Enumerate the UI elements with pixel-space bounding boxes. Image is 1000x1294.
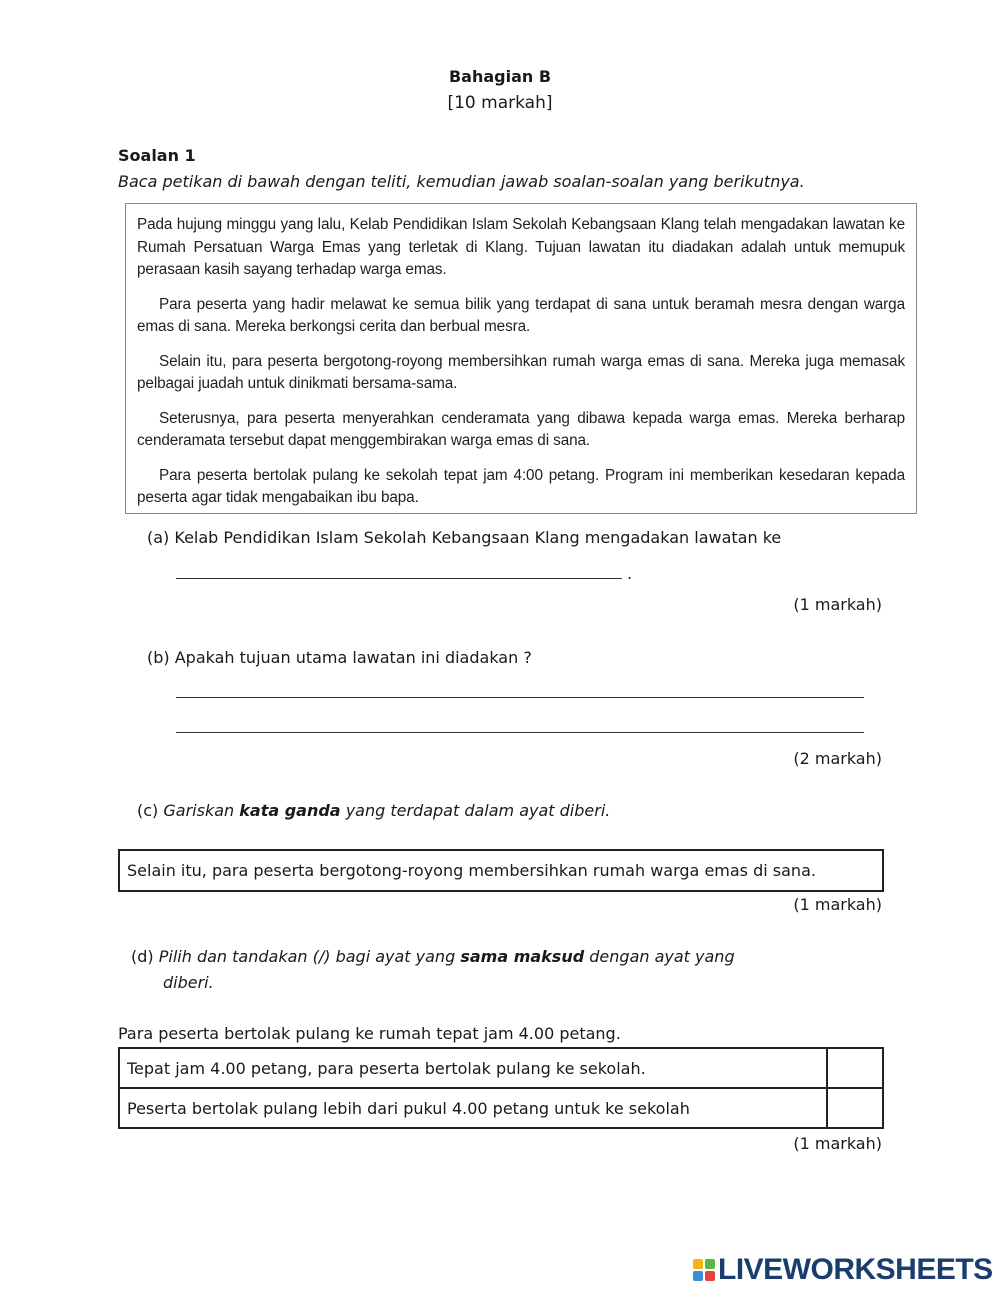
- part-b-marks: (2 markah): [793, 749, 882, 768]
- question-label: Soalan 1: [118, 146, 196, 165]
- part-b-answer-line[interactable]: [176, 732, 864, 733]
- part-c-label: (c): [137, 801, 159, 820]
- part-d-keyword: sama maksud: [460, 947, 585, 966]
- part-d-label: (d): [131, 947, 154, 966]
- part-b-answer-line[interactable]: [176, 697, 864, 698]
- part-d-marks: (1 markah): [793, 1134, 882, 1153]
- logo-square: [693, 1271, 703, 1281]
- passage-paragraph: Para peserta bertolak pulang ke sekolah tepat jam 4:00 petang. Program ini memberikan kesedaran kepada peserta agar tidak mengabaikan ibu bapa.: [137, 466, 905, 506]
- part-d-options-table: [118, 1047, 884, 1129]
- part-c-text-after: yang terdapat dalam ayat diberi.: [345, 801, 611, 820]
- logo-grid-icon: [693, 1259, 715, 1281]
- part-a-label: (a): [147, 528, 170, 547]
- part-c-question: [137, 801, 610, 820]
- part-b-label: (b): [147, 648, 170, 667]
- option-row: [119, 1088, 883, 1128]
- question-instruction: Baca petikan di bawah dengan teliti, kemudian jawab soalan-soalan yang berikutnya.: [118, 172, 805, 191]
- option-row: [119, 1048, 883, 1088]
- logo-square: [705, 1271, 715, 1281]
- part-c-text-before: Gariskan: [163, 801, 235, 820]
- part-a-answer-line[interactable]: [176, 578, 622, 579]
- logo-square: [705, 1259, 715, 1269]
- option-text: Tepat jam 4.00 petang, para peserta bertolak pulang ke sekolah.: [119, 1048, 827, 1088]
- part-b-question: [147, 648, 532, 667]
- part-c-sentence[interactable]: Selain itu, para peserta bergotong-royong membersihkan rumah warga emas di sana.: [127, 861, 816, 880]
- part-d-text-after: dengan ayat yang: [589, 947, 735, 966]
- part-b-text: Apakah tujuan utama lawatan ini diadakan ?: [174, 648, 532, 667]
- part-c-marks: (1 markah): [793, 895, 882, 914]
- part-d-text-line2: diberi.: [163, 973, 214, 992]
- reading-passage: [125, 203, 917, 514]
- part-d-given-sentence: Para peserta bertolak pulang ke rumah tepat jam 4.00 petang.: [118, 1024, 621, 1043]
- option-text: Peserta bertolak pulang lebih dari pukul 4.00 petang untuk ke sekolah: [119, 1088, 827, 1128]
- part-c-keyword: kata ganda: [239, 801, 341, 820]
- part-d-question: [131, 947, 735, 966]
- liveworksheets-logo: [693, 1254, 993, 1286]
- passage-paragraph: Selain itu, para peserta bergotong-royong membersihkan rumah warga emas di sana. Mereka juga memasak pelbagai juadah untuk dinikmati bersama-sama.: [137, 352, 905, 392]
- part-a-text: Kelab Pendidikan Islam Sekolah Kebangsaan Klang mengadakan lawatan ke: [174, 528, 782, 547]
- logo-square: [693, 1259, 703, 1269]
- option-checkbox[interactable]: [827, 1088, 883, 1128]
- passage-paragraph: Pada hujung minggu yang lalu, Kelab Pendidikan Islam Sekolah Kebangsaan Klang telah mengadakan lawatan ke Rumah Persatuan Warga Emas yang terletak di Klang. Tujuan lawatan itu diadakan adalah untuk memupuk perasaan kasih sayang terhadap warga emas.: [137, 216, 905, 278]
- logo-text: LIVEWORKSHEETS: [718, 1253, 993, 1286]
- part-a-question: [147, 528, 781, 547]
- section-marks: [10 markah]: [447, 93, 553, 113]
- passage-paragraph: Para peserta yang hadir melawat ke semua bilik yang terdapat di sana untuk beramah mesra dengan warga emas di sana. Mereka berkongsi cerita dan berbual mesra.: [137, 295, 905, 335]
- part-a-marks: (1 markah): [793, 595, 882, 614]
- passage-paragraph: Seterusnya, para peserta menyerahkan cenderamata yang dibawa kepada warga emas. Mereka berharap cenderamata tersebut dapat menggembirakan warga emas di sana.: [137, 409, 905, 449]
- part-a-period: .: [627, 564, 633, 583]
- part-d-text-before: Pilih dan tandakan (/) bagi ayat yang: [158, 947, 456, 966]
- part-c-sentence-box: [118, 849, 884, 892]
- option-checkbox[interactable]: [827, 1048, 883, 1088]
- section-title: Bahagian B: [448, 67, 552, 86]
